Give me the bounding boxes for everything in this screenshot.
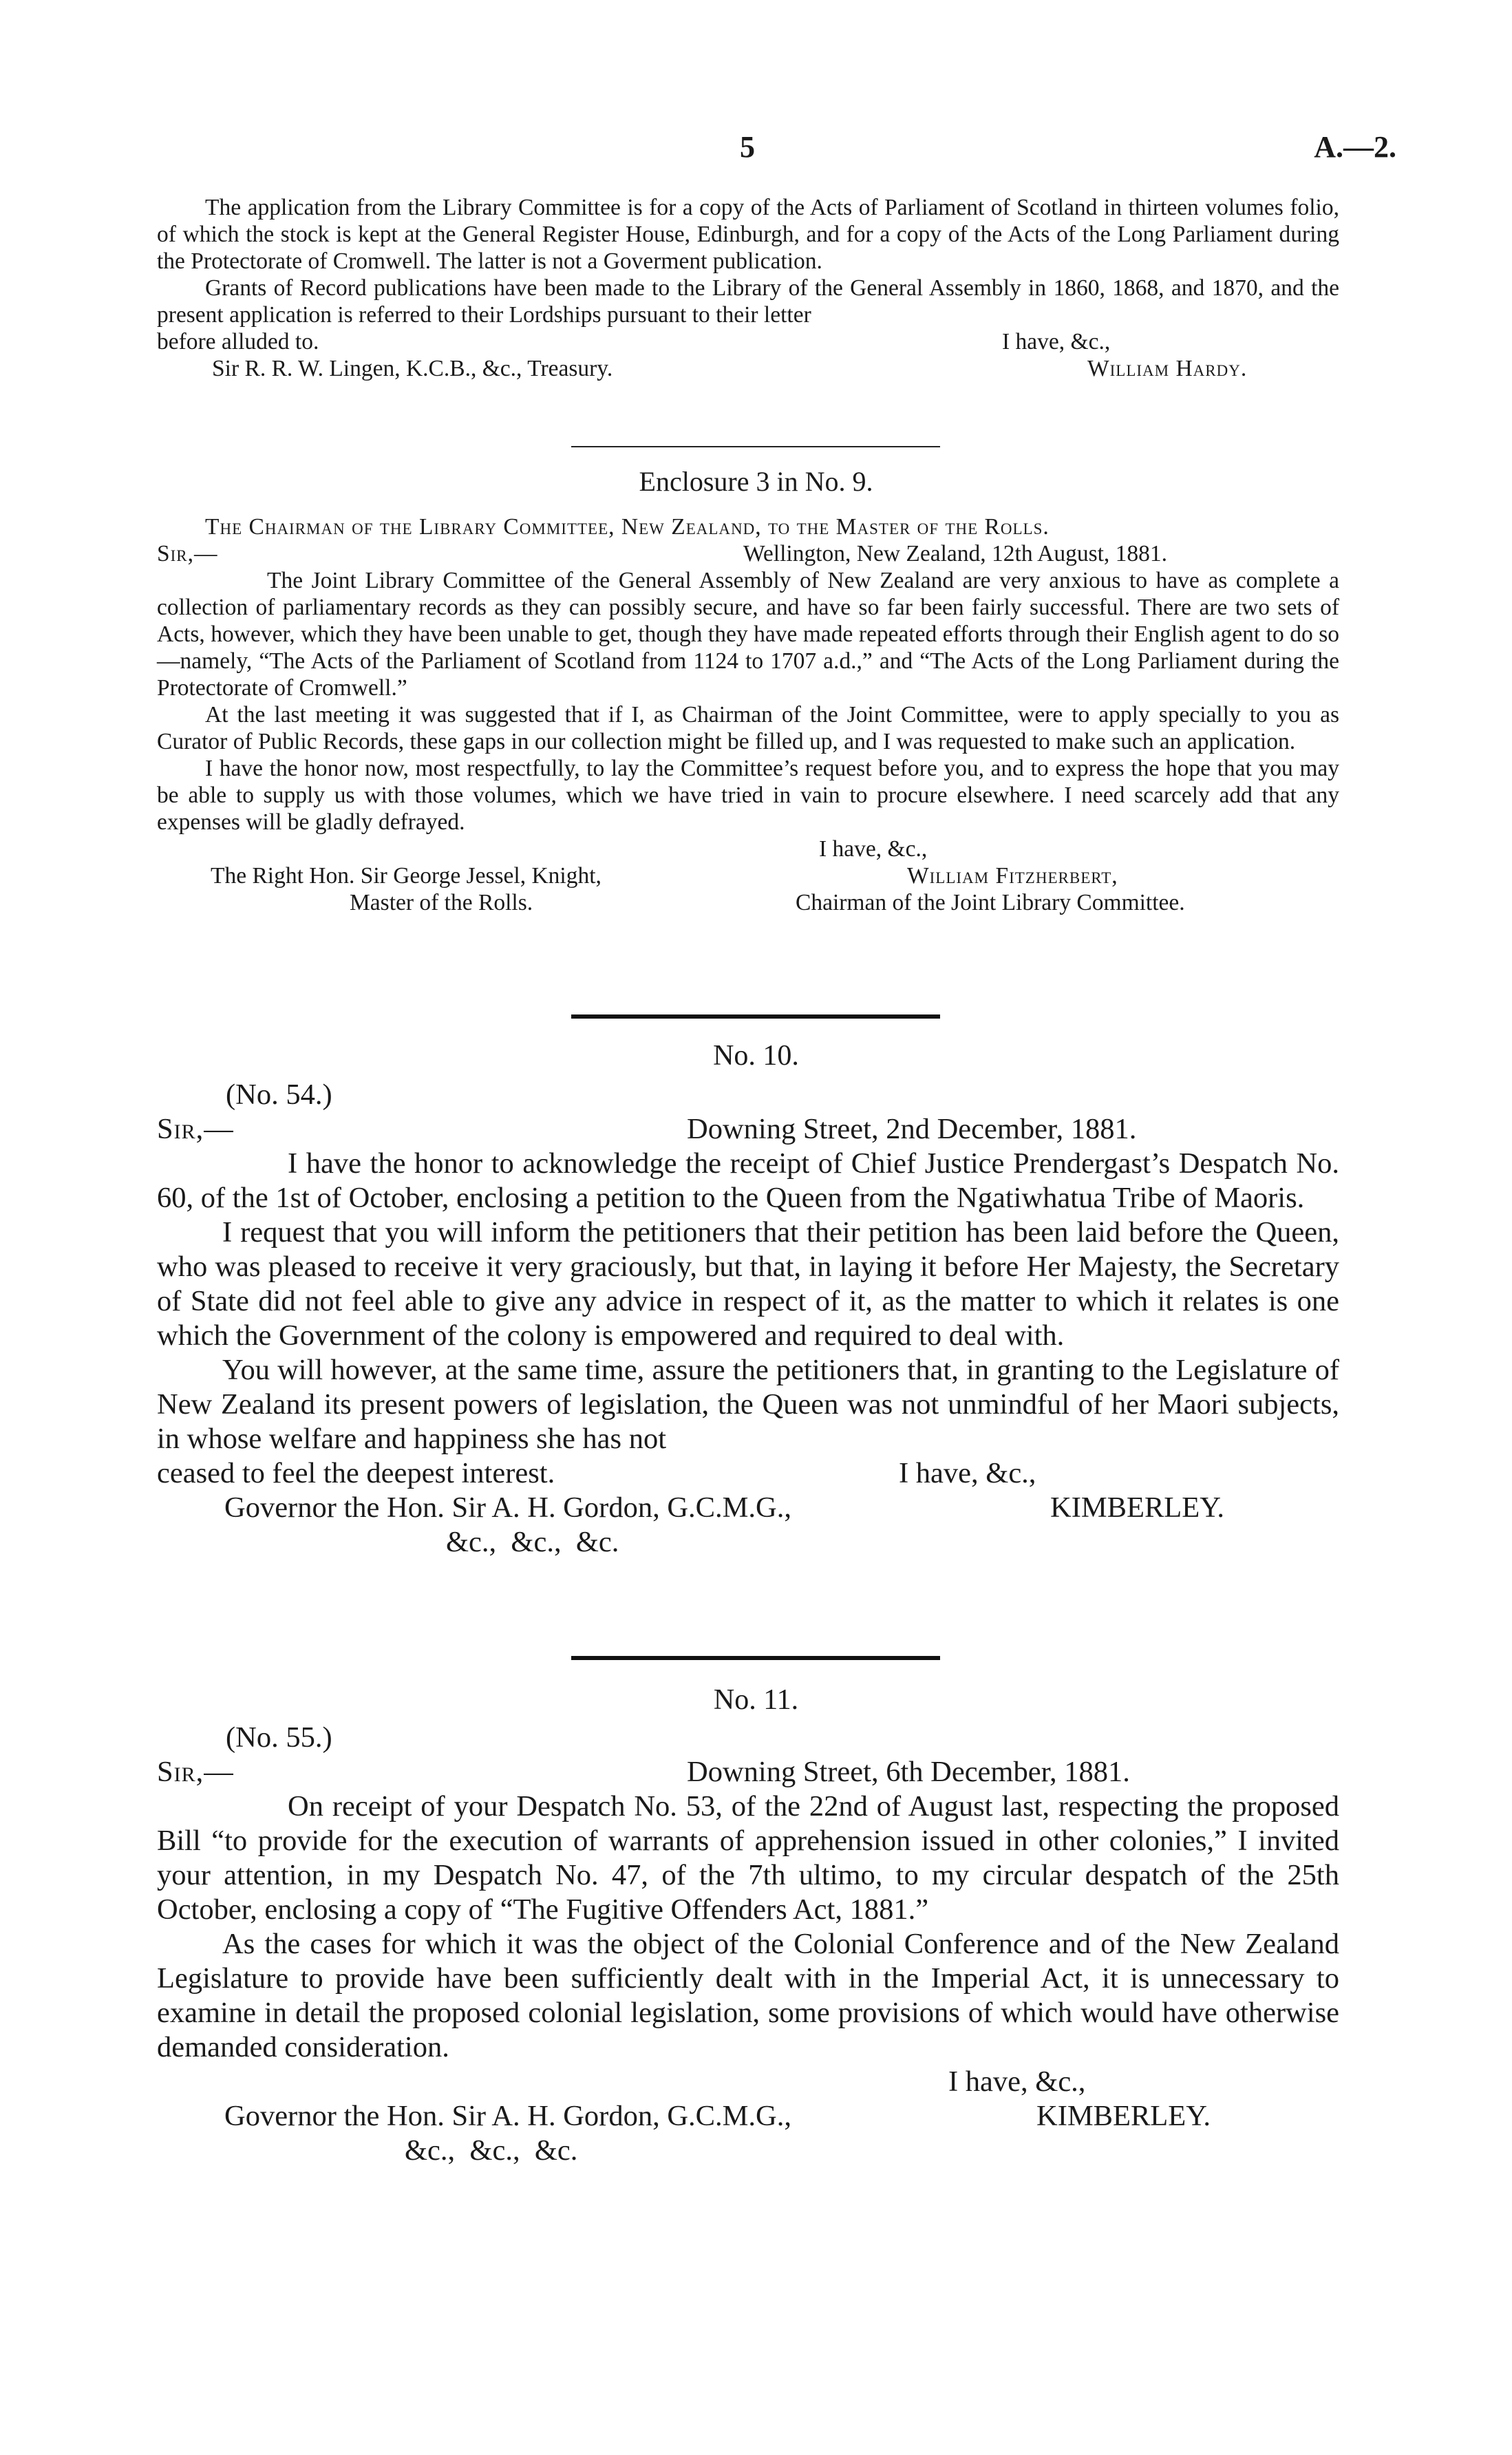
- signature-row: [157, 862, 1339, 889]
- salutation-row: [157, 1112, 1339, 1147]
- divider-rule: [571, 446, 940, 447]
- last-line: before alluded to.: [157, 329, 319, 354]
- enclosure-heading: Enclosure 3 in No. 9.: [639, 466, 873, 497]
- despatch-ref: (No. 54.): [226, 1078, 332, 1111]
- enclosure-subheading: The Chairman of the Library Committee, New Zealand, to the Master of the Rolls.: [205, 514, 1050, 540]
- etc: &c., &c., &c.: [446, 1526, 619, 1558]
- signature-row-2: [157, 889, 1339, 916]
- signature: KIMBERLEY.: [1050, 1491, 1225, 1524]
- etc-row: [157, 1525, 1339, 1560]
- hardy-letter: [157, 194, 1339, 382]
- closing-row: [157, 1456, 1339, 1491]
- body-paragraph: The application from the Library Committee is for a copy of the Acts of Parliament of Scotland in thirteen volumes folio, of which the stock is kept at the General Register House, Edinburgh, and for a copy of the Acts of the Long Parliament during the Protectorate of Cromwell. The latter is not a Goverment publication.: [157, 195, 1339, 274]
- body-paragraph: You will however, at the same time, assure the petitioners that, in granting to the Legislature of New Zealand its present powers of legislation, the Queen was not unmindful of her Maori subjects, in whose welfare and happiness she has not: [157, 1354, 1339, 1455]
- salutation: Sir,—: [157, 1756, 234, 1788]
- enclosure-letter: [157, 513, 1339, 916]
- signature-row: [157, 1491, 1339, 1525]
- closing: I have, &c.,: [819, 836, 928, 862]
- place-date: Downing Street, 6th December, 1881.: [687, 1756, 1130, 1788]
- closing: I have, &c.,: [1002, 329, 1111, 354]
- signature: William Hardy.: [1087, 356, 1248, 381]
- divider-rule: [571, 1014, 940, 1019]
- salutation: Sir,—: [157, 541, 218, 566]
- section-heading-no10: No. 10.: [713, 1040, 799, 1072]
- last-line: ceased to feel the deepest interest.: [157, 1457, 555, 1489]
- place-date: Wellington, New Zealand, 12th August, 1881.: [743, 541, 1168, 566]
- addressee: Governor the Hon. Sir A. H. Gordon, G.C.M.G.,: [224, 2100, 791, 2132]
- body-paragraph: Grants of Record publications have been made to the Library of the General Assembly in 1860, 1868, and 1870, and the present application is referred to their Lordships pursuant to their letter: [157, 275, 1339, 328]
- body-paragraph: As the cases for which it was the object of the Colonial Conference and of the New Zealand Legislature to provide have been sufficiently dealt with in the Imperial Act, it is unnecessary to examine in detail the proposed colonial legislation, some provisions of which would have otherwise demanded consideration.: [157, 1928, 1339, 2063]
- ref-row: [157, 1721, 1339, 1755]
- closing: I have, &c.,: [899, 1457, 1036, 1489]
- addressee: Sir R. R. W. Lingen, K.C.B., &c., Treasury.: [212, 356, 613, 381]
- signature: KIMBERLEY.: [1036, 2100, 1211, 2132]
- addressee: Governor the Hon. Sir A. H. Gordon, G.C.M.G.,: [224, 1491, 791, 1524]
- enclosure-subheading-row: [157, 513, 1339, 540]
- signature: William Fitzherbert,: [907, 863, 1118, 889]
- body-paragraph: I have the honor to acknowledge the receipt of Chief Justice Prendergast’s Despatch No. 60, of the 1st of October, enclosing a petition to the Queen from the Ngatiwhatua Tribe of Maoris.: [157, 1147, 1339, 1214]
- closing: I have, &c.,: [948, 2065, 1086, 2098]
- signature-row: [157, 355, 1339, 382]
- signature-row: [157, 2099, 1339, 2134]
- despatch-no11: [157, 1721, 1339, 2168]
- body-paragraph: The Joint Library Committee of the General Assembly of New Zealand are very anxious to have as complete a collection of parliamentary records as they can possibly secure, and have so far been fairly successful. There are two sets of Acts, however, which they have been unable to get, though they have made repeated efforts through their English agent to do so—namely, “The Acts of the Parliament of Scotland from 1124 to 1707 a.d.,” and “The Acts of the Long Parliament during the Protectorate of Cromwell.”: [157, 568, 1339, 701]
- body-paragraph: I have the honor now, most respectfully, to lay the Committee’s request before you, and to express the hope that you may be able to supply us with those volumes, which we have tried in vain to procure elsewhere. I need scarcely add that any expenses will be gladly defrayed.: [157, 756, 1339, 835]
- place-date: Downing Street, 2nd December, 1881.: [687, 1113, 1137, 1145]
- closing-row: [157, 2065, 1339, 2099]
- salutation-row: [157, 1755, 1339, 1789]
- ref-row: [157, 1078, 1339, 1112]
- addressee: The Right Hon. Sir George Jessel, Knight,: [211, 863, 601, 889]
- divider-rule: [571, 1656, 940, 1660]
- body-paragraph: At the last meeting it was suggested that if I, as Chairman of the Joint Committee, were to apply specially to you as Curator of Public Records, these gaps in our collection might be filled up, and I was requested to make such an application.: [157, 702, 1339, 754]
- salutation-row: [157, 540, 1339, 567]
- despatch-no10: [157, 1078, 1339, 1560]
- etc: &c., &c., &c.: [405, 2134, 578, 2167]
- closing-row: [157, 328, 1339, 355]
- closing-row: [157, 836, 1339, 862]
- despatch-ref: (No. 55.): [226, 1721, 332, 1754]
- salutation: Sir,—: [157, 1113, 234, 1145]
- page-number: 5: [740, 130, 755, 164]
- etc-row: [157, 2134, 1339, 2168]
- section-heading-no11: No. 11.: [713, 1684, 799, 1716]
- body-paragraph: I request that you will inform the petitioners that their petition has been laid before the Queen, who was pleased to receive it very graciously, but that, in laying it before Her Majesty, the Secretary of State did not feel able to give any advice in respect of it, as the matter to which it relates is one which the Government of the colony is empowered and required to deal with.: [157, 1216, 1339, 1352]
- body-paragraph: On receipt of your Despatch No. 53, of the 22nd of August last, respecting the proposed Bill “to provide for the execution of warrants of apprehension issued in other colonies,” I invited your attention, in my Despatch No. 47, of the 7th ultimo, to my circular despatch of the 25th October, enclosing a copy of “The Fugitive Offenders Act, 1881.”: [157, 1790, 1339, 1926]
- addressee-title: Master of the Rolls.: [350, 890, 533, 915]
- signature-title: Chairman of the Joint Library Committee.: [796, 890, 1185, 915]
- document-reference: A.—2.: [1314, 130, 1396, 164]
